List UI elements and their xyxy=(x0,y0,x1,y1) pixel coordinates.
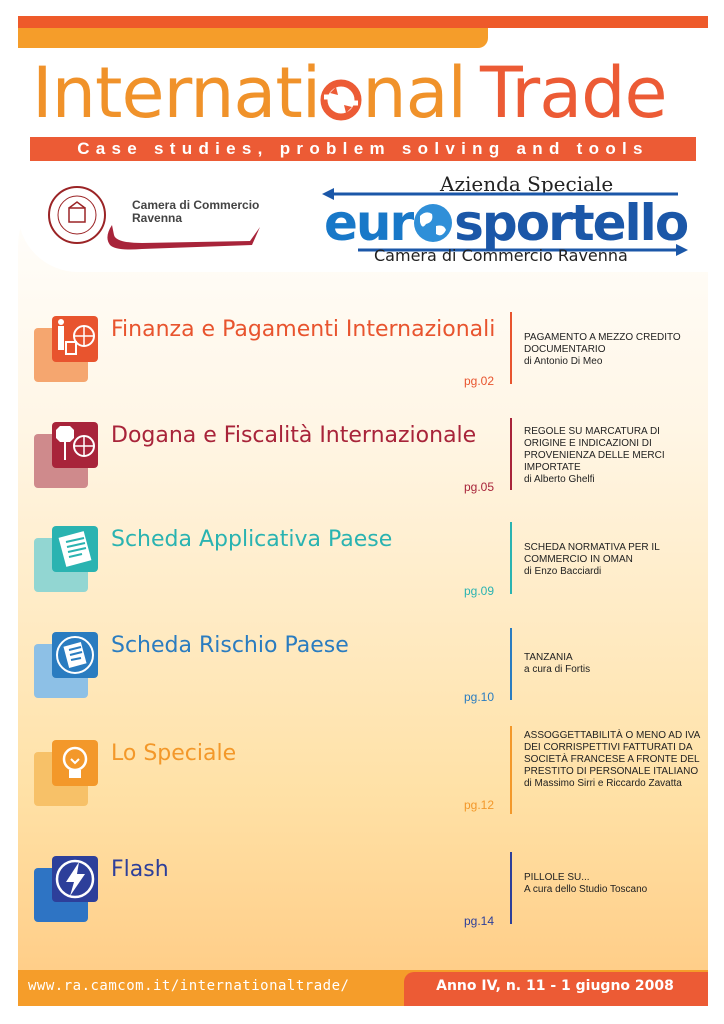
issue-info: Anno IV, n. 11 - 1 giugno 2008 xyxy=(436,978,674,994)
title-part-1: Internati xyxy=(32,52,321,134)
article-title: ASSOGGETTABILITÀ O MENO AD IVA DEI CORRISPETTIVI FATTURATI DA SOCIETÀ FRANCESE A FRONTE DEL PRESTITO DI PERSONALE ITALIANO xyxy=(524,730,700,777)
section-divider xyxy=(510,628,512,700)
section-description xyxy=(524,332,704,368)
section-description xyxy=(524,652,704,676)
section-page-number: pg.10 xyxy=(463,690,494,704)
toc-section[interactable] xyxy=(0,418,724,508)
section-page-number: pg.02 xyxy=(463,374,494,388)
title-part-2: nal xyxy=(362,52,466,134)
camera-logo-text xyxy=(132,199,262,225)
article-title: PAGAMENTO A MEZZO CREDITO DOCUMENTARIO xyxy=(524,332,681,355)
toc-section[interactable] xyxy=(0,628,724,718)
article-author: di Massimo Sirri e Riccardo Zavatta xyxy=(524,778,682,789)
section-divider xyxy=(510,726,512,814)
section-title: Dogana e Fiscalità Internazionale xyxy=(111,423,477,448)
top-orange-tab xyxy=(18,28,488,48)
article-author: A cura dello Studio Toscano xyxy=(524,884,648,895)
article-author: di Alberto Ghelfi xyxy=(524,474,595,485)
euro-part-2: sportello xyxy=(454,194,688,252)
article-title: REGOLE SU MARCATURA DI ORIGINE E INDICAZIONI DI PROVENIENZA DELLE MERCI IMPORTATE xyxy=(524,426,665,473)
article-title: TANZANIA xyxy=(524,652,573,663)
finance-icon xyxy=(52,316,98,362)
camera-logo-swoosh xyxy=(102,223,266,253)
article-author: a cura di Fortis xyxy=(524,664,591,675)
lightning-icon xyxy=(52,856,98,902)
eurosportello-subtitle: Camera di Commercio Ravenna xyxy=(374,246,628,265)
section-page-number: pg.12 xyxy=(463,798,494,812)
camera-logo-line1: Camera di Commercio xyxy=(132,198,260,212)
document-icon xyxy=(52,526,98,572)
euro-part-1: eur xyxy=(324,194,413,252)
article-author: di Antonio Di Meo xyxy=(524,356,603,367)
section-divider xyxy=(510,418,512,490)
section-title: Scheda Applicativa Paese xyxy=(111,527,393,552)
magazine-title xyxy=(32,52,712,134)
section-description xyxy=(524,872,704,896)
toc-section[interactable] xyxy=(0,312,724,402)
section-page-number: pg.05 xyxy=(463,480,494,494)
section-title: Lo Speciale xyxy=(111,741,237,766)
lightbulb-icon xyxy=(52,740,98,786)
globe-o-icon xyxy=(320,75,362,121)
section-description xyxy=(524,730,704,790)
toc-section[interactable] xyxy=(0,730,724,826)
azienda-speciale-label: Azienda Speciale xyxy=(440,172,614,196)
article-author: di Enzo Bacciardi xyxy=(524,566,602,577)
section-divider xyxy=(510,312,512,384)
chamber-crest-logo xyxy=(48,186,106,244)
section-page-number: pg.09 xyxy=(463,584,494,598)
eurosportello-wordmark xyxy=(324,194,687,252)
section-title: Scheda Rischio Paese xyxy=(111,633,349,658)
article-title: PILLOLE SU... xyxy=(524,872,590,883)
risk-document-icon xyxy=(52,632,98,678)
top-color-bar xyxy=(18,16,708,28)
section-divider xyxy=(510,522,512,594)
section-description xyxy=(524,426,704,486)
section-title: Finanza e Pagamenti Internazionali xyxy=(111,317,496,342)
section-description xyxy=(524,542,704,578)
subtitle: Case studies, problem solving and tools xyxy=(77,139,649,158)
section-page-number: pg.14 xyxy=(463,914,494,928)
section-divider xyxy=(510,852,512,924)
article-title: SCHEDA NORMATIVA PER IL COMMERCIO IN OMAN xyxy=(524,542,660,565)
customs-stop-icon xyxy=(52,422,98,468)
section-title: Flash xyxy=(111,857,169,882)
toc-section[interactable] xyxy=(0,852,724,942)
title-part-3: Trade xyxy=(479,52,667,134)
globe-icon xyxy=(412,202,454,244)
camera-logo-line2: Ravenna xyxy=(132,211,183,225)
website-link[interactable]: www.ra.camcom.it/internationaltrade/ xyxy=(28,978,350,994)
toc-section[interactable] xyxy=(0,522,724,612)
